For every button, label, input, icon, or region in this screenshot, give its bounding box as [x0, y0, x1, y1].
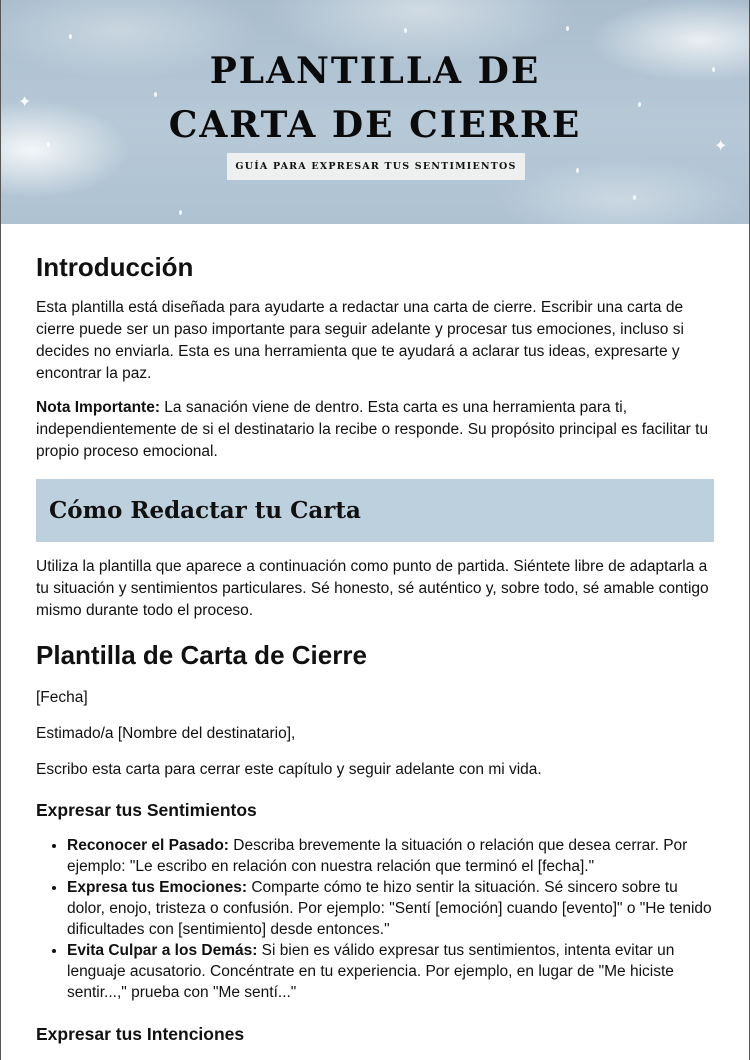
list-item [67, 877, 714, 940]
bullet-label: Expresa tus Emociones: [67, 879, 248, 896]
title-line-2: CARTA DE CIERRE [168, 104, 582, 146]
letter-date-placeholder: [Fecha] [36, 689, 88, 706]
document-body [1, 251, 749, 1045]
how-to-heading-band: Cómo Redactar tu Carta [36, 479, 714, 542]
feelings-heading: Expresar tus Sentimientos [36, 800, 257, 820]
template-heading: Plantilla de Carta de Cierre [36, 640, 367, 670]
list-item [67, 940, 714, 1003]
letter-opening: Escribo esta carta para cerrar este capítulo y seguir adelante con mi vida. [36, 761, 542, 778]
how-to-paragraph: Utiliza la plantilla que aparece a continuación como punto de partida. Siéntete libre de adaptarla a tu situación y sentimientos particulares. Sé honesto, sé auténtico y, sobre todo, sé amable contigo mismo durante todo el proceso. [36, 558, 709, 619]
bullet-label: Reconocer el Pasado: [67, 837, 229, 854]
sparkle-star-icon: ✦ [714, 136, 728, 155]
letter-greeting: Estimado/a [Nombre del destinatario], [36, 725, 296, 742]
title-line-1: PLANTILLA DE [209, 50, 541, 92]
bullet-text: Describa brevemente la situación o relación que desea cerrar. Por ejemplo: "Le escribo en relación con nuestra relación que terminó el [fecha]." [67, 837, 688, 875]
document-subtitle: GUÍA PARA EXPRESAR TUS SENTIMIENTOS [227, 153, 525, 180]
header-banner [1, 0, 749, 224]
bullet-text: Si bien es válido expresar tus sentimientos, intenta evitar un lenguaje acusatorio. Concéntrate en tu experiencia. Por ejemplo, en lugar de "Me hiciste sentir...," prueba con "Me sentí..." [67, 942, 675, 1001]
intro-paragraph: Esta plantilla está diseñada para ayudarte a redactar una carta de cierre. Escribir una carta de cierre puede ser un paso importante para seguir adelante y procesar tus emociones, incluso si decides no enviarla. Esta es una herramienta que te ayudará a aclarar tus ideas, expresarte y encontrar la paz. [36, 299, 684, 382]
intentions-heading: Expresar tus Intenciones [36, 1024, 245, 1044]
note-label: Nota Importante: [36, 399, 160, 416]
important-note [36, 397, 714, 463]
sparkle-star-icon: ✦ [18, 92, 32, 111]
bullet-label: Evita Culpar a los Demás: [67, 942, 258, 959]
note-text: La sanación viene de dentro. Esta carta es una herramienta para ti, independientemente de si el destinatario la recibe o responde. Su propósito principal es facilitar tu propio proceso emocional. [36, 399, 709, 460]
bullet-text: Comparte cómo te hizo sentir la situación. Sé sincero sobre tu dolor, enojo, tristeza o confusión. Por ejemplo: "Sentí [emoción] cuando [evento]" o "He tenido dificultades con [sentimiento] desde entonces." [67, 879, 712, 938]
intro-heading: Introducción [36, 252, 194, 282]
list-item [67, 835, 714, 877]
document-title [1, 44, 749, 152]
feelings-list [36, 835, 714, 1003]
